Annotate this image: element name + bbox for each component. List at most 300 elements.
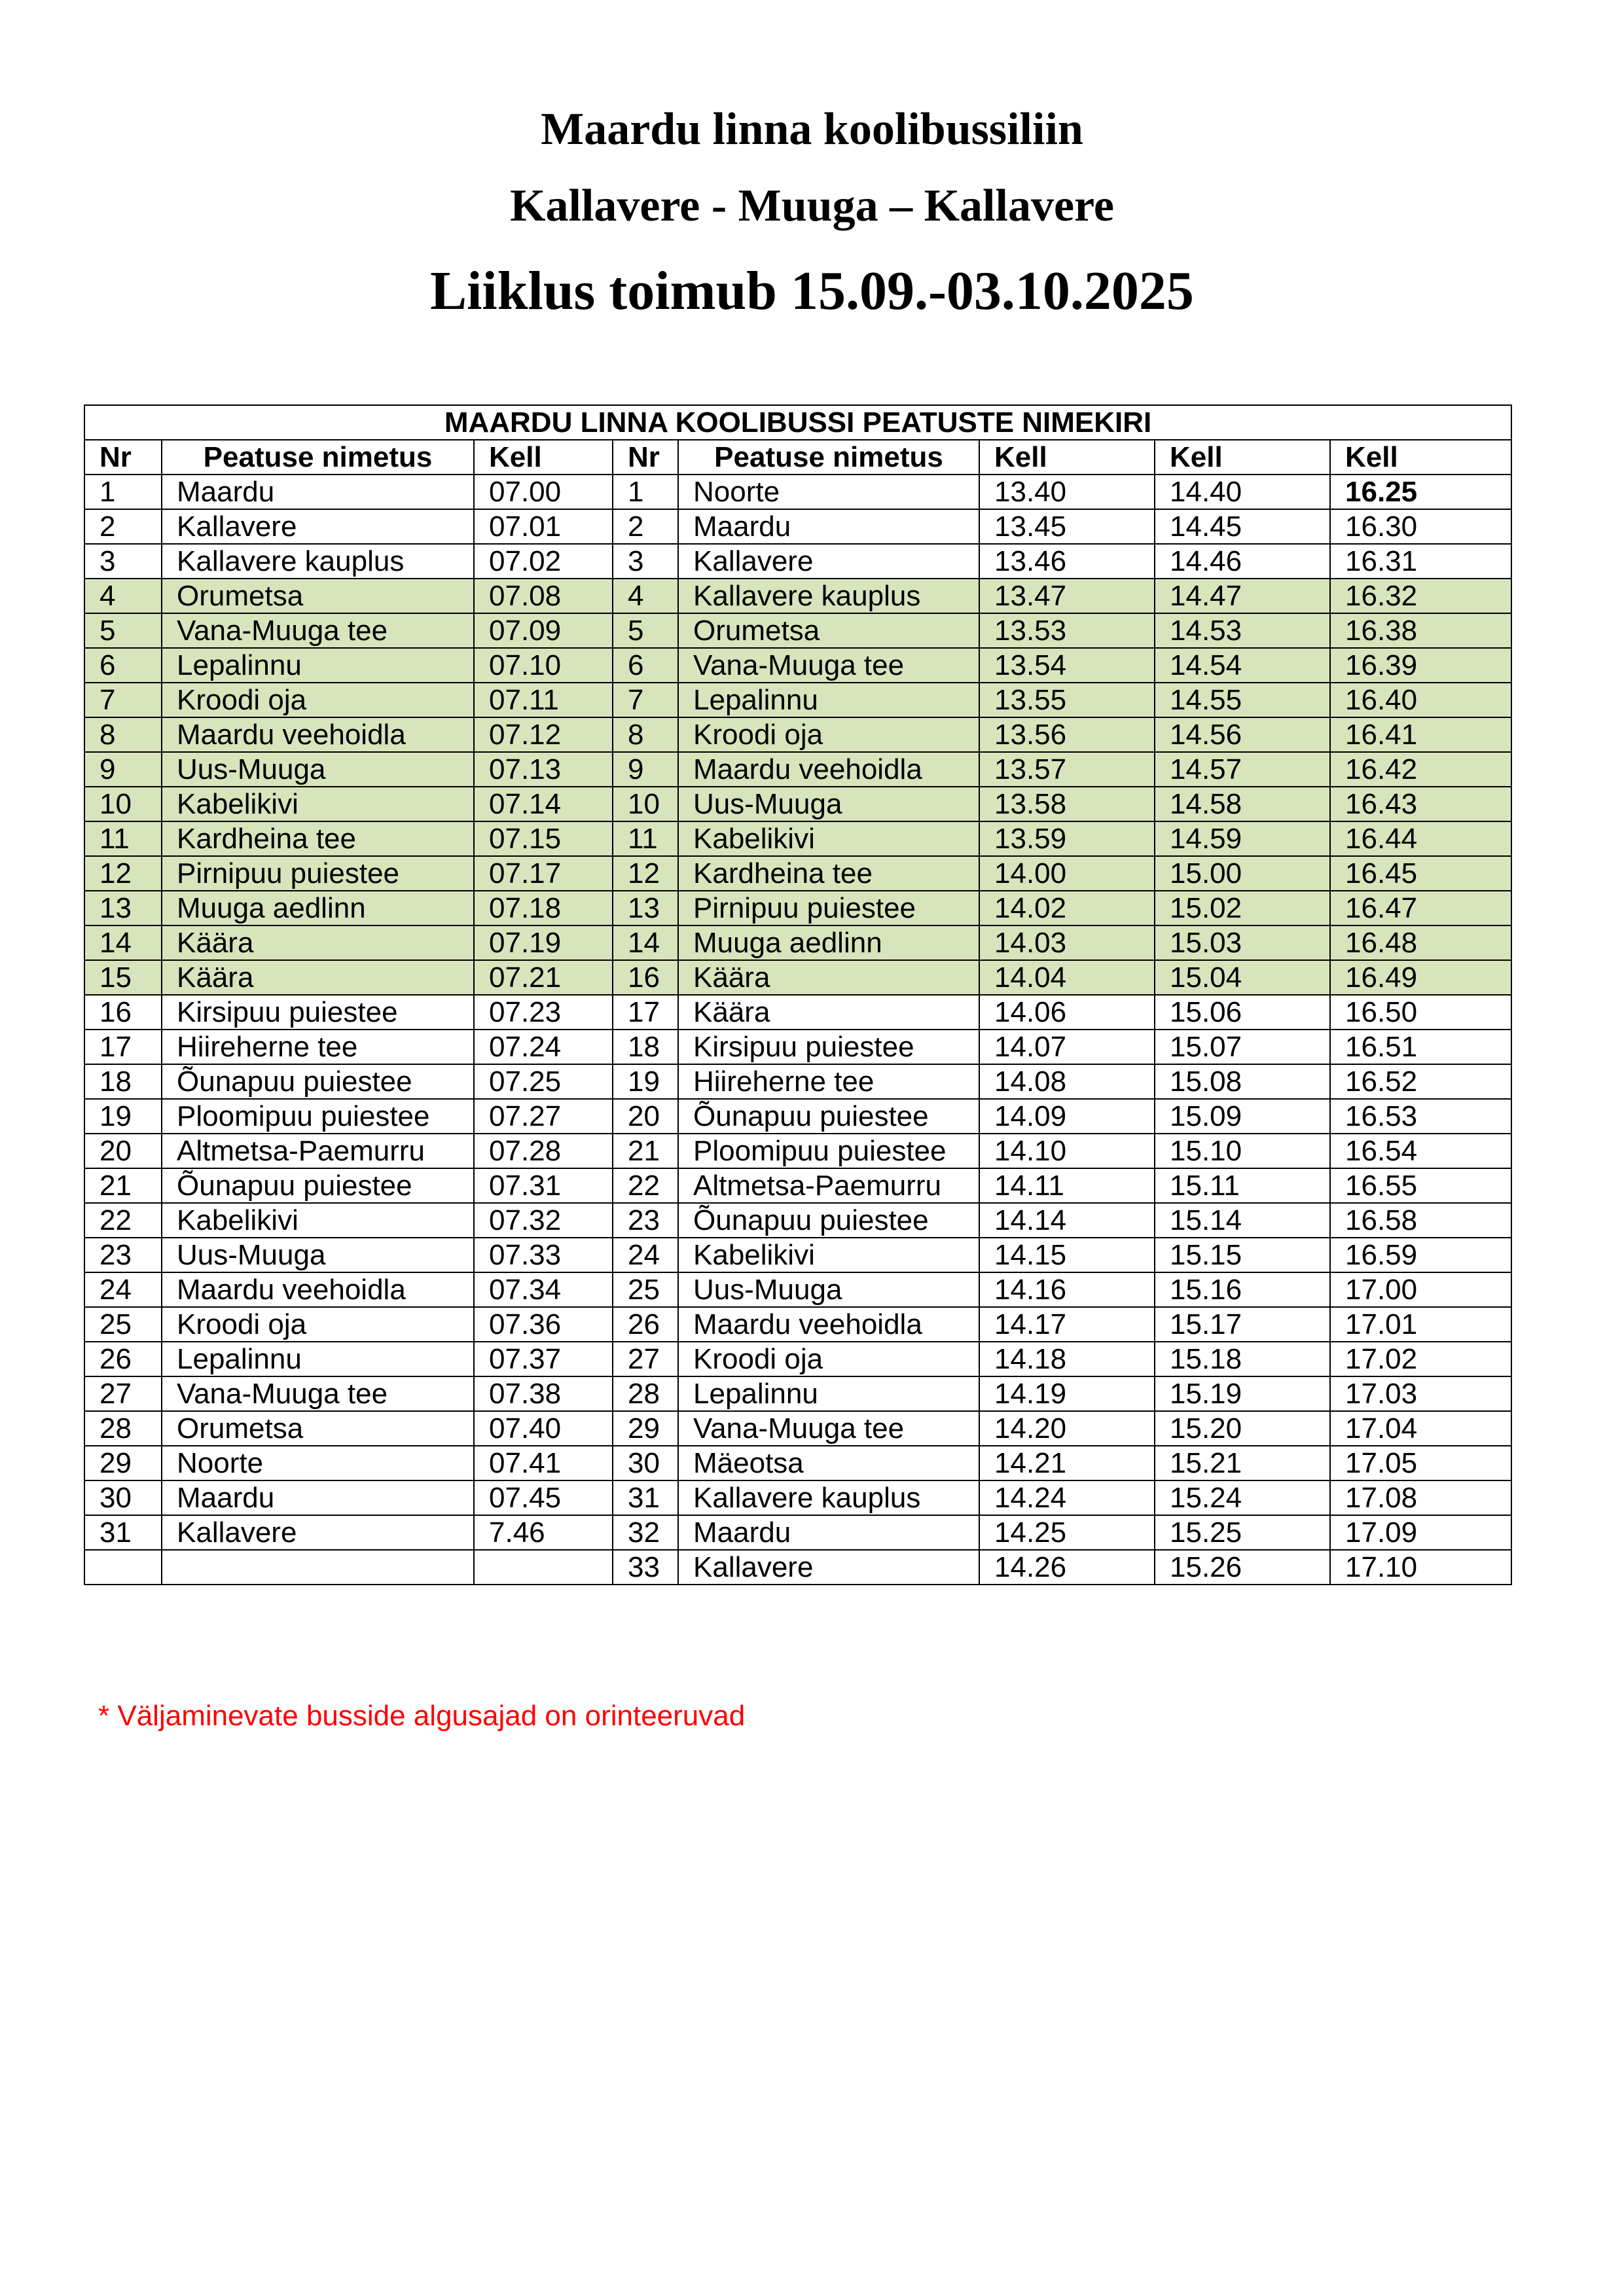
cell-time: 13.47 — [979, 579, 1155, 613]
cell-time: 16.38 — [1330, 613, 1511, 648]
cell-stop-name: Kroodi oja — [678, 1342, 979, 1376]
table-row — [84, 683, 1511, 717]
cell-time: 13.54 — [979, 648, 1155, 683]
cell-time — [474, 1550, 613, 1585]
cell-stop-name: Maardu — [678, 509, 979, 544]
cell-time: 15.07 — [1155, 1030, 1330, 1064]
cell-time: 13.40 — [979, 475, 1155, 509]
cell-time: 07.33 — [474, 1238, 613, 1272]
cell-time: 15.17 — [1155, 1307, 1330, 1342]
table-row — [84, 1446, 1511, 1480]
cell-time: 14.08 — [979, 1064, 1155, 1099]
cell-nr: 5 — [84, 613, 162, 648]
table-row — [84, 1480, 1511, 1515]
table-row — [84, 1550, 1511, 1585]
cell-nr: 24 — [613, 1238, 678, 1272]
cell-time: 15.10 — [1155, 1134, 1330, 1168]
cell-stop-name: Noorte — [162, 1446, 474, 1480]
cell-nr: 13 — [84, 891, 162, 925]
cell-time: 16.48 — [1330, 925, 1511, 960]
cell-time: 07.23 — [474, 995, 613, 1030]
cell-stop-name: Uus-Muuga — [162, 1238, 474, 1272]
cell-nr: 32 — [613, 1515, 678, 1550]
cell-time: 15.04 — [1155, 960, 1330, 995]
cell-time: 15.03 — [1155, 925, 1330, 960]
cell-time: 15.16 — [1155, 1272, 1330, 1307]
cell-time: 15.00 — [1155, 856, 1330, 891]
cell-nr: 33 — [613, 1550, 678, 1585]
cell-time: 14.53 — [1155, 613, 1330, 648]
table-row — [84, 856, 1511, 891]
cell-nr: 12 — [613, 856, 678, 891]
cell-time: 07.02 — [474, 544, 613, 579]
cell-time: 07.32 — [474, 1203, 613, 1238]
cell-nr: 6 — [613, 648, 678, 683]
table-row — [84, 752, 1511, 787]
cell-time: 14.24 — [979, 1480, 1155, 1515]
cell-stop-name: Uus-Muuga — [678, 787, 979, 821]
cell-time: 14.20 — [979, 1411, 1155, 1446]
cell-stop-name: Maardu veehoidla — [678, 1307, 979, 1342]
cell-time: 17.04 — [1330, 1411, 1511, 1446]
cell-nr: 11 — [84, 821, 162, 856]
cell-time: 16.39 — [1330, 648, 1511, 683]
cell-time: 07.41 — [474, 1446, 613, 1480]
cell-nr: 26 — [613, 1307, 678, 1342]
cell-nr: 18 — [613, 1030, 678, 1064]
cell-time: 07.09 — [474, 613, 613, 648]
cell-time: 16.55 — [1330, 1168, 1511, 1203]
table-row — [84, 544, 1511, 579]
cell-time: 14.47 — [1155, 579, 1330, 613]
cell-time: 14.07 — [979, 1030, 1155, 1064]
cell-nr: 21 — [613, 1134, 678, 1168]
cell-time: 7.46 — [474, 1515, 613, 1550]
cell-time: 14.55 — [1155, 683, 1330, 717]
cell-time: 14.21 — [979, 1446, 1155, 1480]
cell-nr: 11 — [613, 821, 678, 856]
cell-time: 07.19 — [474, 925, 613, 960]
cell-stop-name: Õunapuu puiestee — [678, 1203, 979, 1238]
cell-stop-name: Kroodi oja — [162, 683, 474, 717]
table-row — [84, 1064, 1511, 1099]
cell-time: 17.08 — [1330, 1480, 1511, 1515]
cell-time: 07.34 — [474, 1272, 613, 1307]
cell-time: 14.06 — [979, 995, 1155, 1030]
cell-time: 14.00 — [979, 856, 1155, 891]
cell-time: 14.09 — [979, 1099, 1155, 1134]
cell-nr: 22 — [613, 1168, 678, 1203]
cell-time: 07.36 — [474, 1307, 613, 1342]
table-row — [84, 995, 1511, 1030]
cell-nr: 17 — [613, 995, 678, 1030]
table-row — [84, 891, 1511, 925]
cell-stop-name: Pirnipuu puiestee — [162, 856, 474, 891]
cell-nr: 29 — [84, 1446, 162, 1480]
table-row — [84, 1030, 1511, 1064]
cell-stop-name: Kroodi oja — [678, 717, 979, 752]
cell-time: 07.10 — [474, 648, 613, 683]
cell-time: 07.08 — [474, 579, 613, 613]
cell-stop-name: Hiireherne tee — [162, 1030, 474, 1064]
cell-time: 16.40 — [1330, 683, 1511, 717]
cell-stop-name: Orumetsa — [678, 613, 979, 648]
table-row — [84, 648, 1511, 683]
cell-nr: 18 — [84, 1064, 162, 1099]
cell-time: 15.09 — [1155, 1099, 1330, 1134]
cell-nr: 22 — [84, 1203, 162, 1238]
cell-stop-name: Kallavere — [678, 544, 979, 579]
cell-nr: 30 — [613, 1446, 678, 1480]
cell-time: 07.11 — [474, 683, 613, 717]
cell-stop-name: Lepalinnu — [678, 1376, 979, 1411]
table-row — [84, 1411, 1511, 1446]
cell-time: 13.59 — [979, 821, 1155, 856]
cell-time: 15.08 — [1155, 1064, 1330, 1099]
cell-nr: 20 — [613, 1099, 678, 1134]
cell-stop-name: Kallavere — [162, 509, 474, 544]
cell-time: 07.37 — [474, 1342, 613, 1376]
cell-time: 07.13 — [474, 752, 613, 787]
cell-stop-name: Õunapuu puiestee — [162, 1168, 474, 1203]
cell-time: 15.24 — [1155, 1480, 1330, 1515]
cell-stop-name: Vana-Muuga tee — [678, 1411, 979, 1446]
table-header-row — [84, 440, 1511, 475]
cell-time: 14.26 — [979, 1550, 1155, 1585]
cell-stop-name: Muuga aedlinn — [678, 925, 979, 960]
cell-nr: 16 — [613, 960, 678, 995]
cell-nr: 31 — [84, 1515, 162, 1550]
cell-nr: 15 — [84, 960, 162, 995]
cell-time: 14.14 — [979, 1203, 1155, 1238]
header-nr: Nr — [84, 440, 162, 475]
header-time: Kell — [979, 440, 1155, 475]
cell-time: 15.14 — [1155, 1203, 1330, 1238]
cell-time: 15.02 — [1155, 891, 1330, 925]
cell-nr: 7 — [84, 683, 162, 717]
table-row — [84, 509, 1511, 544]
cell-stop-name: Kroodi oja — [162, 1307, 474, 1342]
title-line-3: Liiklus toimub 15.09.-03.10.2025 — [430, 260, 1194, 321]
cell-time: 16.58 — [1330, 1203, 1511, 1238]
table-row — [84, 1168, 1511, 1203]
cell-nr: 6 — [84, 648, 162, 683]
cell-nr: 28 — [613, 1376, 678, 1411]
cell-time: 15.11 — [1155, 1168, 1330, 1203]
cell-stop-name: Muuga aedlinn — [162, 891, 474, 925]
cell-nr: 21 — [84, 1168, 162, 1203]
cell-nr: 17 — [84, 1030, 162, 1064]
cell-time: 13.45 — [979, 509, 1155, 544]
cell-time: 14.54 — [1155, 648, 1330, 683]
cell-time: 16.49 — [1330, 960, 1511, 995]
cell-time: 07.24 — [474, 1030, 613, 1064]
table-row — [84, 925, 1511, 960]
cell-nr: 24 — [84, 1272, 162, 1307]
cell-time: 14.17 — [979, 1307, 1155, 1342]
cell-stop-name: Lepalinnu — [162, 648, 474, 683]
cell-stop-name: Lepalinnu — [162, 1342, 474, 1376]
cell-time: 13.57 — [979, 752, 1155, 787]
cell-stop-name: Vana-Muuga tee — [678, 648, 979, 683]
table-row — [84, 579, 1511, 613]
cell-nr: 1 — [613, 475, 678, 509]
cell-time: 16.43 — [1330, 787, 1511, 821]
cell-stop-name: Maardu — [678, 1515, 979, 1550]
table-row — [84, 821, 1511, 856]
cell-time: 07.27 — [474, 1099, 613, 1134]
cell-time: 07.21 — [474, 960, 613, 995]
cell-time: 15.21 — [1155, 1446, 1330, 1480]
cell-stop-name: Kardheina tee — [678, 856, 979, 891]
cell-time: 16.31 — [1330, 544, 1511, 579]
cell-nr: 3 — [613, 544, 678, 579]
cell-stop-name: Vana-Muuga tee — [162, 613, 474, 648]
cell-stop-name: Käära — [162, 925, 474, 960]
cell-nr: 14 — [613, 925, 678, 960]
cell-time: 13.46 — [979, 544, 1155, 579]
cell-time: 14.57 — [1155, 752, 1330, 787]
table-row — [84, 1515, 1511, 1550]
cell-stop-name: Õunapuu puiestee — [678, 1099, 979, 1134]
cell-nr: 8 — [84, 717, 162, 752]
footnote: * Väljaminevate busside algusajad on orinteeruvad — [98, 1700, 746, 1732]
cell-nr: 27 — [613, 1342, 678, 1376]
cell-time: 07.17 — [474, 856, 613, 891]
cell-stop-name: Ploomipuu puiestee — [162, 1099, 474, 1134]
cell-stop-name: Noorte — [678, 475, 979, 509]
cell-stop-name: Mäeotsa — [678, 1446, 979, 1480]
cell-nr: 25 — [613, 1272, 678, 1307]
cell-time: 14.45 — [1155, 509, 1330, 544]
cell-time: 16.32 — [1330, 579, 1511, 613]
header-time: Kell — [1155, 440, 1330, 475]
cell-nr: 29 — [613, 1411, 678, 1446]
cell-time: 15.06 — [1155, 995, 1330, 1030]
cell-nr: 1 — [84, 475, 162, 509]
cell-nr: 19 — [613, 1064, 678, 1099]
cell-time: 15.18 — [1155, 1342, 1330, 1376]
cell-time: 15.15 — [1155, 1238, 1330, 1272]
cell-nr: 9 — [613, 752, 678, 787]
cell-time: 13.58 — [979, 787, 1155, 821]
cell-time: 07.28 — [474, 1134, 613, 1168]
cell-stop-name: Käära — [678, 960, 979, 995]
table-row — [84, 1134, 1511, 1168]
cell-time: 14.04 — [979, 960, 1155, 995]
cell-stop-name: Käära — [162, 960, 474, 995]
cell-time: 17.00 — [1330, 1272, 1511, 1307]
table-row — [84, 1238, 1511, 1272]
cell-stop-name: Maardu — [162, 1480, 474, 1515]
table-row — [84, 1376, 1511, 1411]
cell-stop-name: Orumetsa — [162, 579, 474, 613]
cell-time: 07.00 — [474, 475, 613, 509]
cell-nr: 14 — [84, 925, 162, 960]
cell-time: 07.38 — [474, 1376, 613, 1411]
cell-time: 15.25 — [1155, 1515, 1330, 1550]
cell-time: 16.45 — [1330, 856, 1511, 891]
cell-nr: 26 — [84, 1342, 162, 1376]
cell-time: 07.25 — [474, 1064, 613, 1099]
cell-time: 16.52 — [1330, 1064, 1511, 1099]
cell-time: 13.53 — [979, 613, 1155, 648]
cell-time: 16.44 — [1330, 821, 1511, 856]
table-row — [84, 1099, 1511, 1134]
cell-stop-name: Kallavere kauplus — [678, 1480, 979, 1515]
cell-stop-name: Uus-Muuga — [678, 1272, 979, 1307]
cell-time: 16.25 — [1330, 475, 1511, 509]
cell-time: 17.09 — [1330, 1515, 1511, 1550]
cell-nr: 7 — [613, 683, 678, 717]
cell-time: 07.14 — [474, 787, 613, 821]
table-row — [84, 717, 1511, 752]
cell-time: 17.03 — [1330, 1376, 1511, 1411]
cell-time: 14.40 — [1155, 475, 1330, 509]
cell-stop-name — [162, 1550, 474, 1585]
cell-nr: 27 — [84, 1376, 162, 1411]
cell-nr: 2 — [613, 509, 678, 544]
cell-stop-name: Kabelikivi — [162, 1203, 474, 1238]
header-time: Kell — [474, 440, 613, 475]
cell-time: 07.18 — [474, 891, 613, 925]
cell-stop-name: Kirsipuu puiestee — [162, 995, 474, 1030]
cell-stop-name: Hiireherne tee — [678, 1064, 979, 1099]
cell-time: 14.25 — [979, 1515, 1155, 1550]
cell-time: 07.45 — [474, 1480, 613, 1515]
cell-stop-name: Maardu veehoidla — [678, 752, 979, 787]
cell-stop-name: Kallavere — [678, 1550, 979, 1585]
header-stop-name: Peatuse nimetus — [162, 440, 474, 475]
schedule-table — [84, 404, 1512, 1585]
cell-time: 14.58 — [1155, 787, 1330, 821]
cell-time: 17.02 — [1330, 1342, 1511, 1376]
cell-nr: 13 — [613, 891, 678, 925]
cell-time: 14.46 — [1155, 544, 1330, 579]
table-row — [84, 960, 1511, 995]
cell-time: 16.53 — [1330, 1099, 1511, 1134]
cell-time: 17.10 — [1330, 1550, 1511, 1585]
cell-stop-name: Ploomipuu puiestee — [678, 1134, 979, 1168]
cell-time: 14.19 — [979, 1376, 1155, 1411]
header-stop-name: Peatuse nimetus — [678, 440, 979, 475]
cell-time: 14.03 — [979, 925, 1155, 960]
table-row — [84, 1307, 1511, 1342]
cell-stop-name: Õunapuu puiestee — [162, 1064, 474, 1099]
cell-time: 14.15 — [979, 1238, 1155, 1272]
cell-stop-name: Maardu veehoidla — [162, 1272, 474, 1307]
cell-nr: 2 — [84, 509, 162, 544]
cell-nr: 25 — [84, 1307, 162, 1342]
cell-nr: 10 — [84, 787, 162, 821]
table-row — [84, 1203, 1511, 1238]
cell-stop-name: Kabelikivi — [678, 821, 979, 856]
cell-stop-name: Vana-Muuga tee — [162, 1376, 474, 1411]
cell-stop-name: Altmetsa-Paemurru — [162, 1134, 474, 1168]
cell-time: 16.30 — [1330, 509, 1511, 544]
cell-stop-name: Käära — [678, 995, 979, 1030]
cell-time: 14.18 — [979, 1342, 1155, 1376]
cell-time: 14.16 — [979, 1272, 1155, 1307]
cell-stop-name: Uus-Muuga — [162, 752, 474, 787]
cell-time: 14.10 — [979, 1134, 1155, 1168]
cell-time: 07.01 — [474, 509, 613, 544]
table-row — [84, 787, 1511, 821]
cell-time: 16.50 — [1330, 995, 1511, 1030]
cell-stop-name: Kirsipuu puiestee — [678, 1030, 979, 1064]
cell-time: 16.42 — [1330, 752, 1511, 787]
cell-nr: 3 — [84, 544, 162, 579]
table-row — [84, 613, 1511, 648]
cell-time: 14.02 — [979, 891, 1155, 925]
cell-time: 07.15 — [474, 821, 613, 856]
cell-time: 17.05 — [1330, 1446, 1511, 1480]
title-line-2: Kallavere - Muuga – Kallavere — [510, 181, 1114, 231]
cell-time: 14.59 — [1155, 821, 1330, 856]
cell-nr: 28 — [84, 1411, 162, 1446]
cell-stop-name: Orumetsa — [162, 1411, 474, 1446]
cell-nr: 16 — [84, 995, 162, 1030]
cell-stop-name: Maardu veehoidla — [162, 717, 474, 752]
cell-time: 16.47 — [1330, 891, 1511, 925]
cell-time: 17.01 — [1330, 1307, 1511, 1342]
cell-nr: 20 — [84, 1134, 162, 1168]
cell-time: 15.19 — [1155, 1376, 1330, 1411]
cell-time: 15.26 — [1155, 1550, 1330, 1585]
cell-nr: 9 — [84, 752, 162, 787]
cell-time: 16.51 — [1330, 1030, 1511, 1064]
table-row — [84, 475, 1511, 509]
cell-nr: 5 — [613, 613, 678, 648]
cell-nr: 30 — [84, 1480, 162, 1515]
table-caption: MAARDU LINNA KOOLIBUSSI PEATUSTE NIMEKIRI — [84, 405, 1511, 440]
cell-nr: 23 — [84, 1238, 162, 1272]
cell-nr: 10 — [613, 787, 678, 821]
cell-nr: 31 — [613, 1480, 678, 1515]
cell-time: 14.56 — [1155, 717, 1330, 752]
cell-time: 16.41 — [1330, 717, 1511, 752]
cell-stop-name: Pirnipuu puiestee — [678, 891, 979, 925]
cell-time: 13.55 — [979, 683, 1155, 717]
cell-stop-name: Kallavere kauplus — [162, 544, 474, 579]
cell-time: 07.40 — [474, 1411, 613, 1446]
cell-time: 16.59 — [1330, 1238, 1511, 1272]
cell-stop-name: Maardu — [162, 475, 474, 509]
header-time: Kell — [1330, 440, 1511, 475]
title-line-1: Maardu linna koolibussiliin — [541, 104, 1083, 154]
cell-time: 15.20 — [1155, 1411, 1330, 1446]
cell-nr: 19 — [84, 1099, 162, 1134]
cell-nr — [84, 1550, 162, 1585]
cell-nr: 8 — [613, 717, 678, 752]
cell-nr: 4 — [613, 579, 678, 613]
cell-stop-name: Lepalinnu — [678, 683, 979, 717]
cell-stop-name: Kabelikivi — [162, 787, 474, 821]
cell-stop-name: Kardheina tee — [162, 821, 474, 856]
cell-time: 07.12 — [474, 717, 613, 752]
cell-time: 14.11 — [979, 1168, 1155, 1203]
table-row — [84, 1272, 1511, 1307]
cell-nr: 12 — [84, 856, 162, 891]
cell-stop-name: Altmetsa-Paemurru — [678, 1168, 979, 1203]
cell-time: 07.31 — [474, 1168, 613, 1203]
cell-time: 16.54 — [1330, 1134, 1511, 1168]
header-nr: Nr — [613, 440, 678, 475]
cell-time: 13.56 — [979, 717, 1155, 752]
cell-stop-name: Kallavere kauplus — [678, 579, 979, 613]
cell-nr: 23 — [613, 1203, 678, 1238]
table-row — [84, 1342, 1511, 1376]
